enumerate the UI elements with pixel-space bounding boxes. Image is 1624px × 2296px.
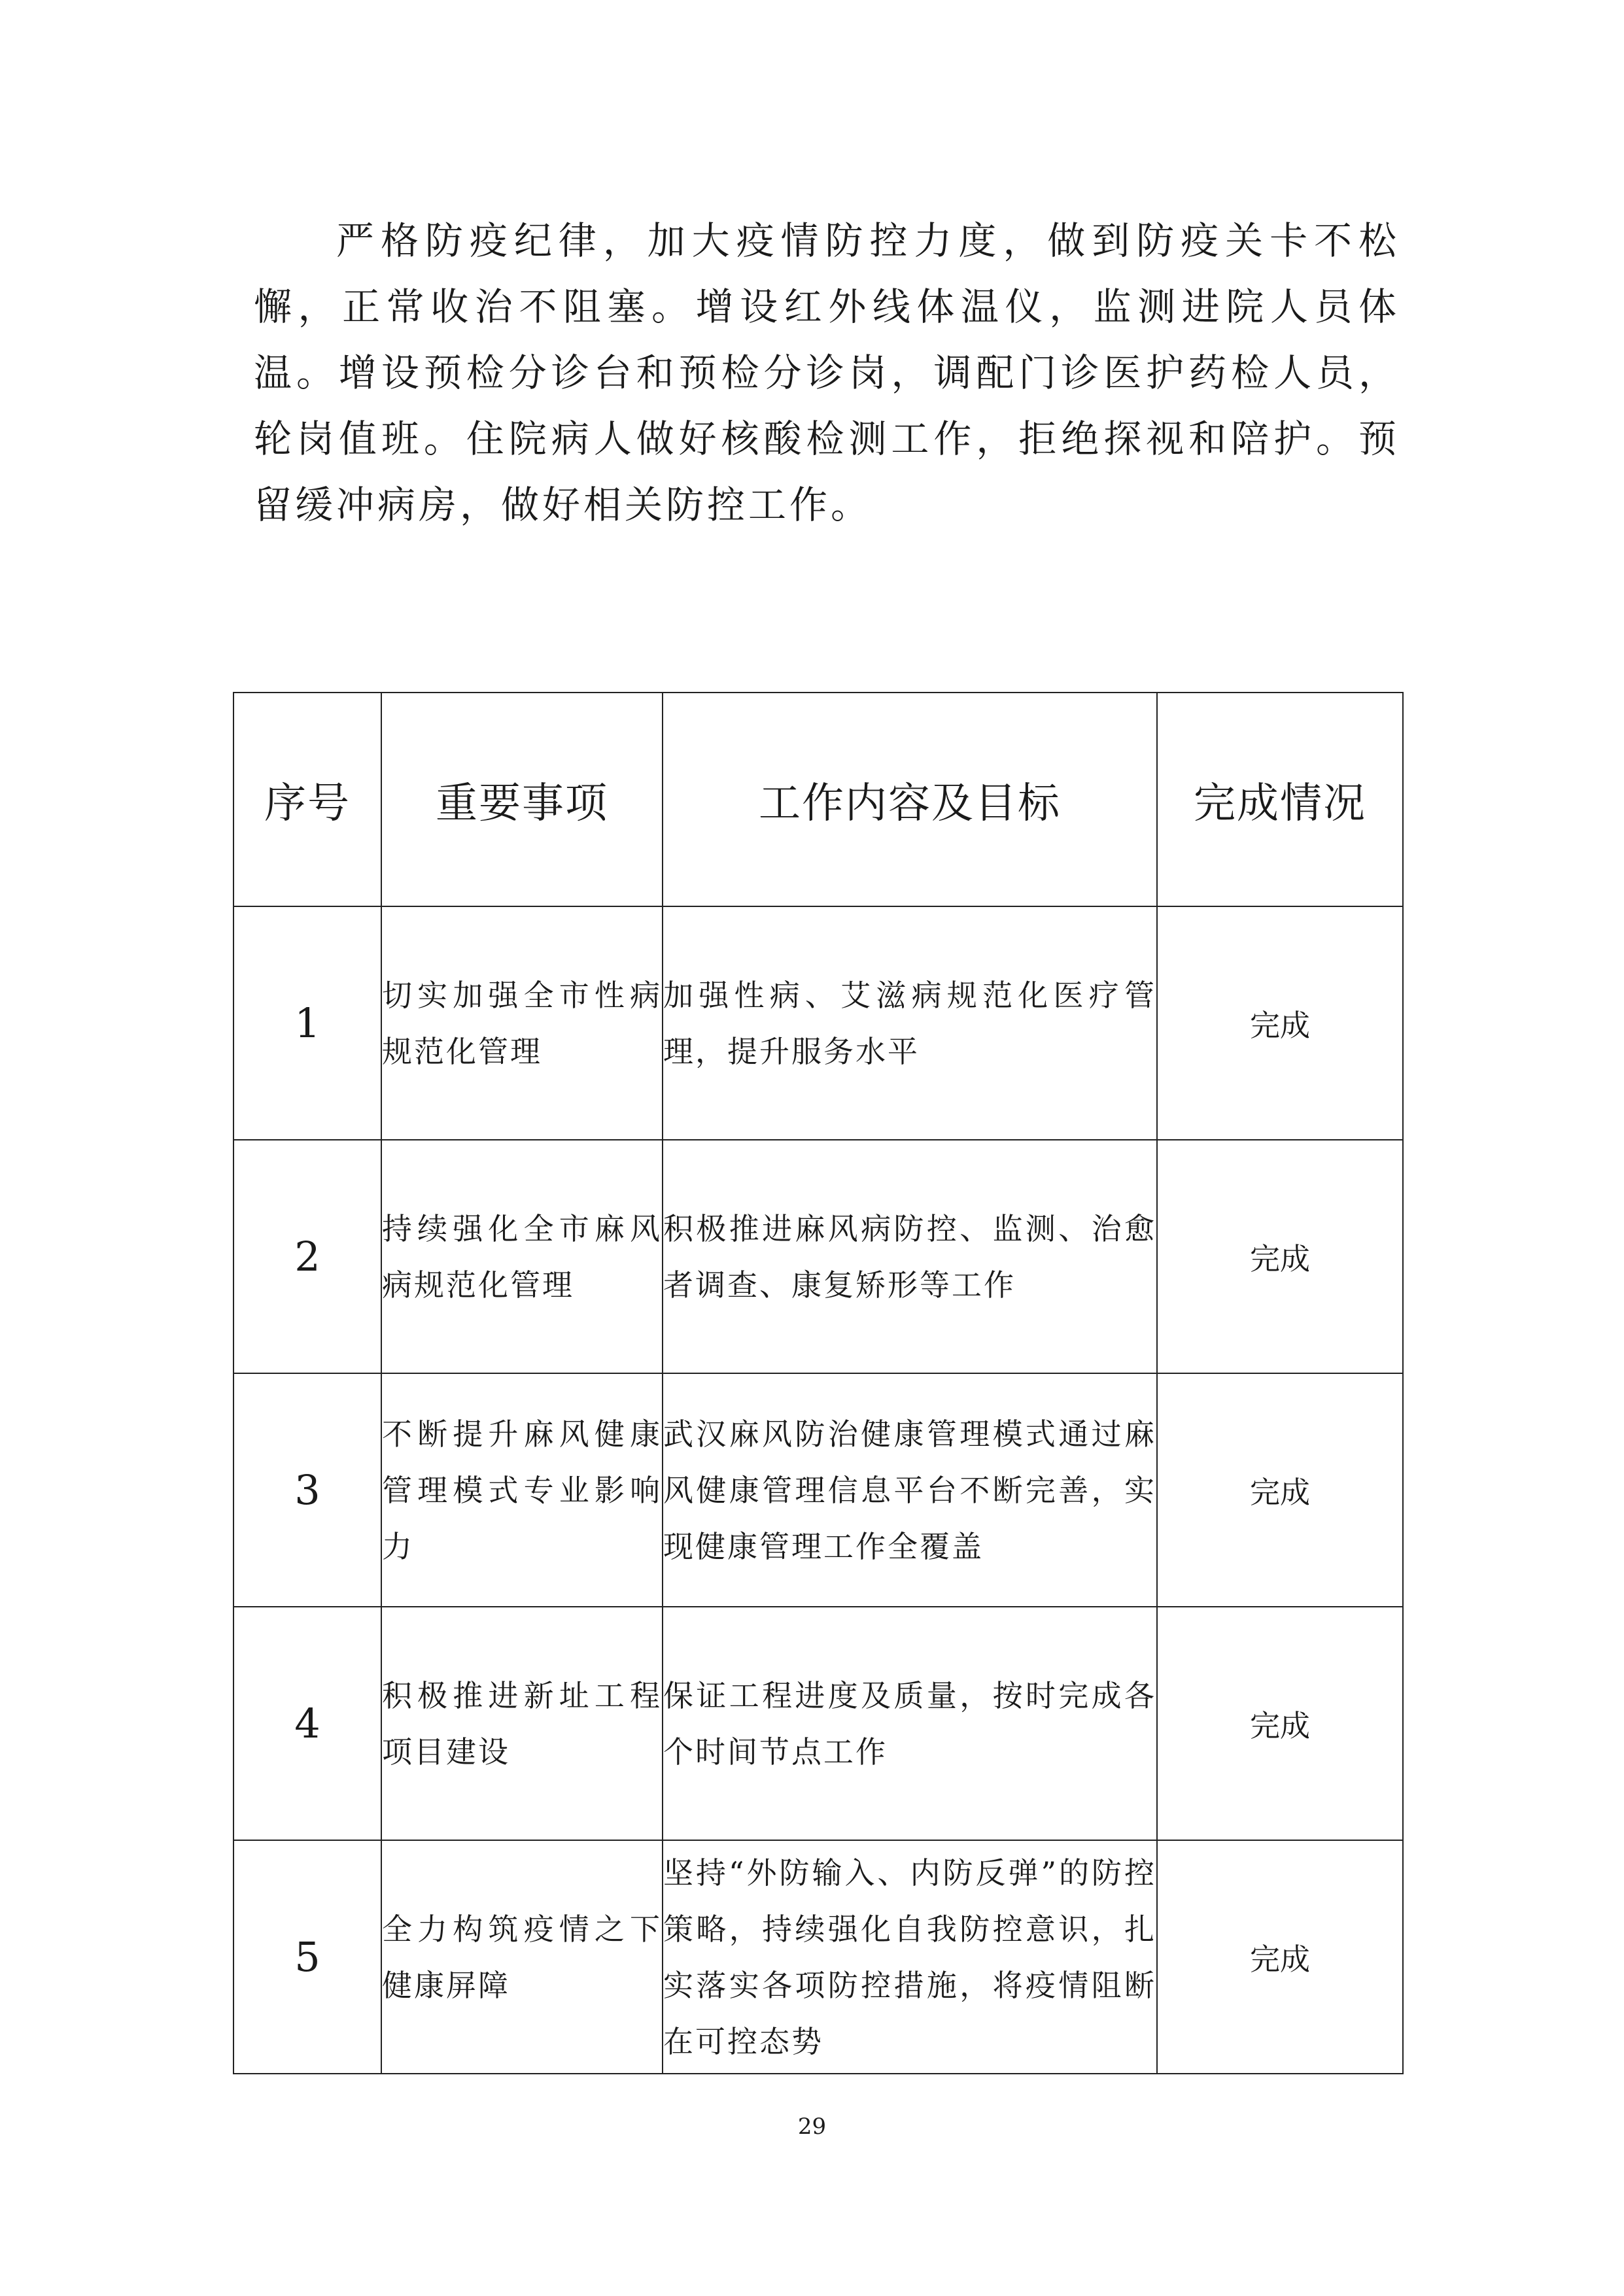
- item-cell: 全力构筑疫情之下健康屏障: [381, 1840, 663, 2074]
- seq-cell: 5: [233, 1840, 381, 2074]
- header-content: 工作内容及目标: [663, 693, 1157, 906]
- status-cell: 完成: [1157, 1840, 1403, 2074]
- seq-cell: 4: [233, 1607, 381, 1840]
- item-cell: 持续强化全市麻风病规范化管理: [381, 1140, 663, 1373]
- content-cell: 武汉麻风防治健康管理模式通过麻风健康管理信息平台不断完善，实现健康管理工作全覆盖: [663, 1373, 1157, 1607]
- seq-cell: 1: [233, 906, 381, 1140]
- table-row: [233, 906, 1403, 1140]
- table-row: [233, 1607, 1403, 1840]
- content-cell: 加强性病、艾滋病规范化医疗管理，提升服务水平: [663, 906, 1157, 1140]
- item-cell: 积极推进新址工程项目建设: [381, 1607, 663, 1840]
- body-paragraph: 严格防疫纪律，加大疫情防控力度，做到防疫关卡不松懈，正常收治不阻塞。增设红外线体温仪，监测进院人员体温。增设预检分诊台和预检分诊岗，调配门诊医护药检人员，轮岗值班。住院病人做好核酸检测工作，拒绝探视和陪护。预留缓冲病房，做好相关防控工作。: [254, 218, 1400, 527]
- seq-cell: 3: [233, 1373, 381, 1607]
- status-cell: 完成: [1157, 1607, 1403, 1840]
- page-number: 29: [797, 2114, 827, 2140]
- content-cell: 坚持“外防输入、内防反弹”的防控策略，持续强化自我防控意识，扎实落实各项防控措施，将疫情阻断在可控态势: [663, 1840, 1157, 2074]
- status-cell: 完成: [1157, 1140, 1403, 1373]
- table-header-row: [233, 693, 1403, 906]
- work-table: [233, 692, 1404, 2074]
- status-cell: 完成: [1157, 1373, 1403, 1607]
- seq-cell: 2: [233, 1140, 381, 1373]
- content-cell: 积极推进麻风病防控、监测、治愈者调查、康复矫形等工作: [663, 1140, 1157, 1373]
- header-item: 重要事项: [381, 693, 663, 906]
- table-row: [233, 1840, 1403, 2074]
- table-row: [233, 1140, 1403, 1373]
- item-cell: 切实加强全市性病规范化管理: [381, 906, 663, 1140]
- table-row: [233, 1373, 1403, 1607]
- header-status: 完成情况: [1157, 693, 1403, 906]
- content-cell: 保证工程进度及质量，按时完成各个时间节点工作: [663, 1607, 1157, 1840]
- status-cell: 完成: [1157, 906, 1403, 1140]
- header-seq: 序号: [233, 693, 381, 906]
- item-cell: 不断提升麻风健康管理模式专业影响力: [381, 1373, 663, 1607]
